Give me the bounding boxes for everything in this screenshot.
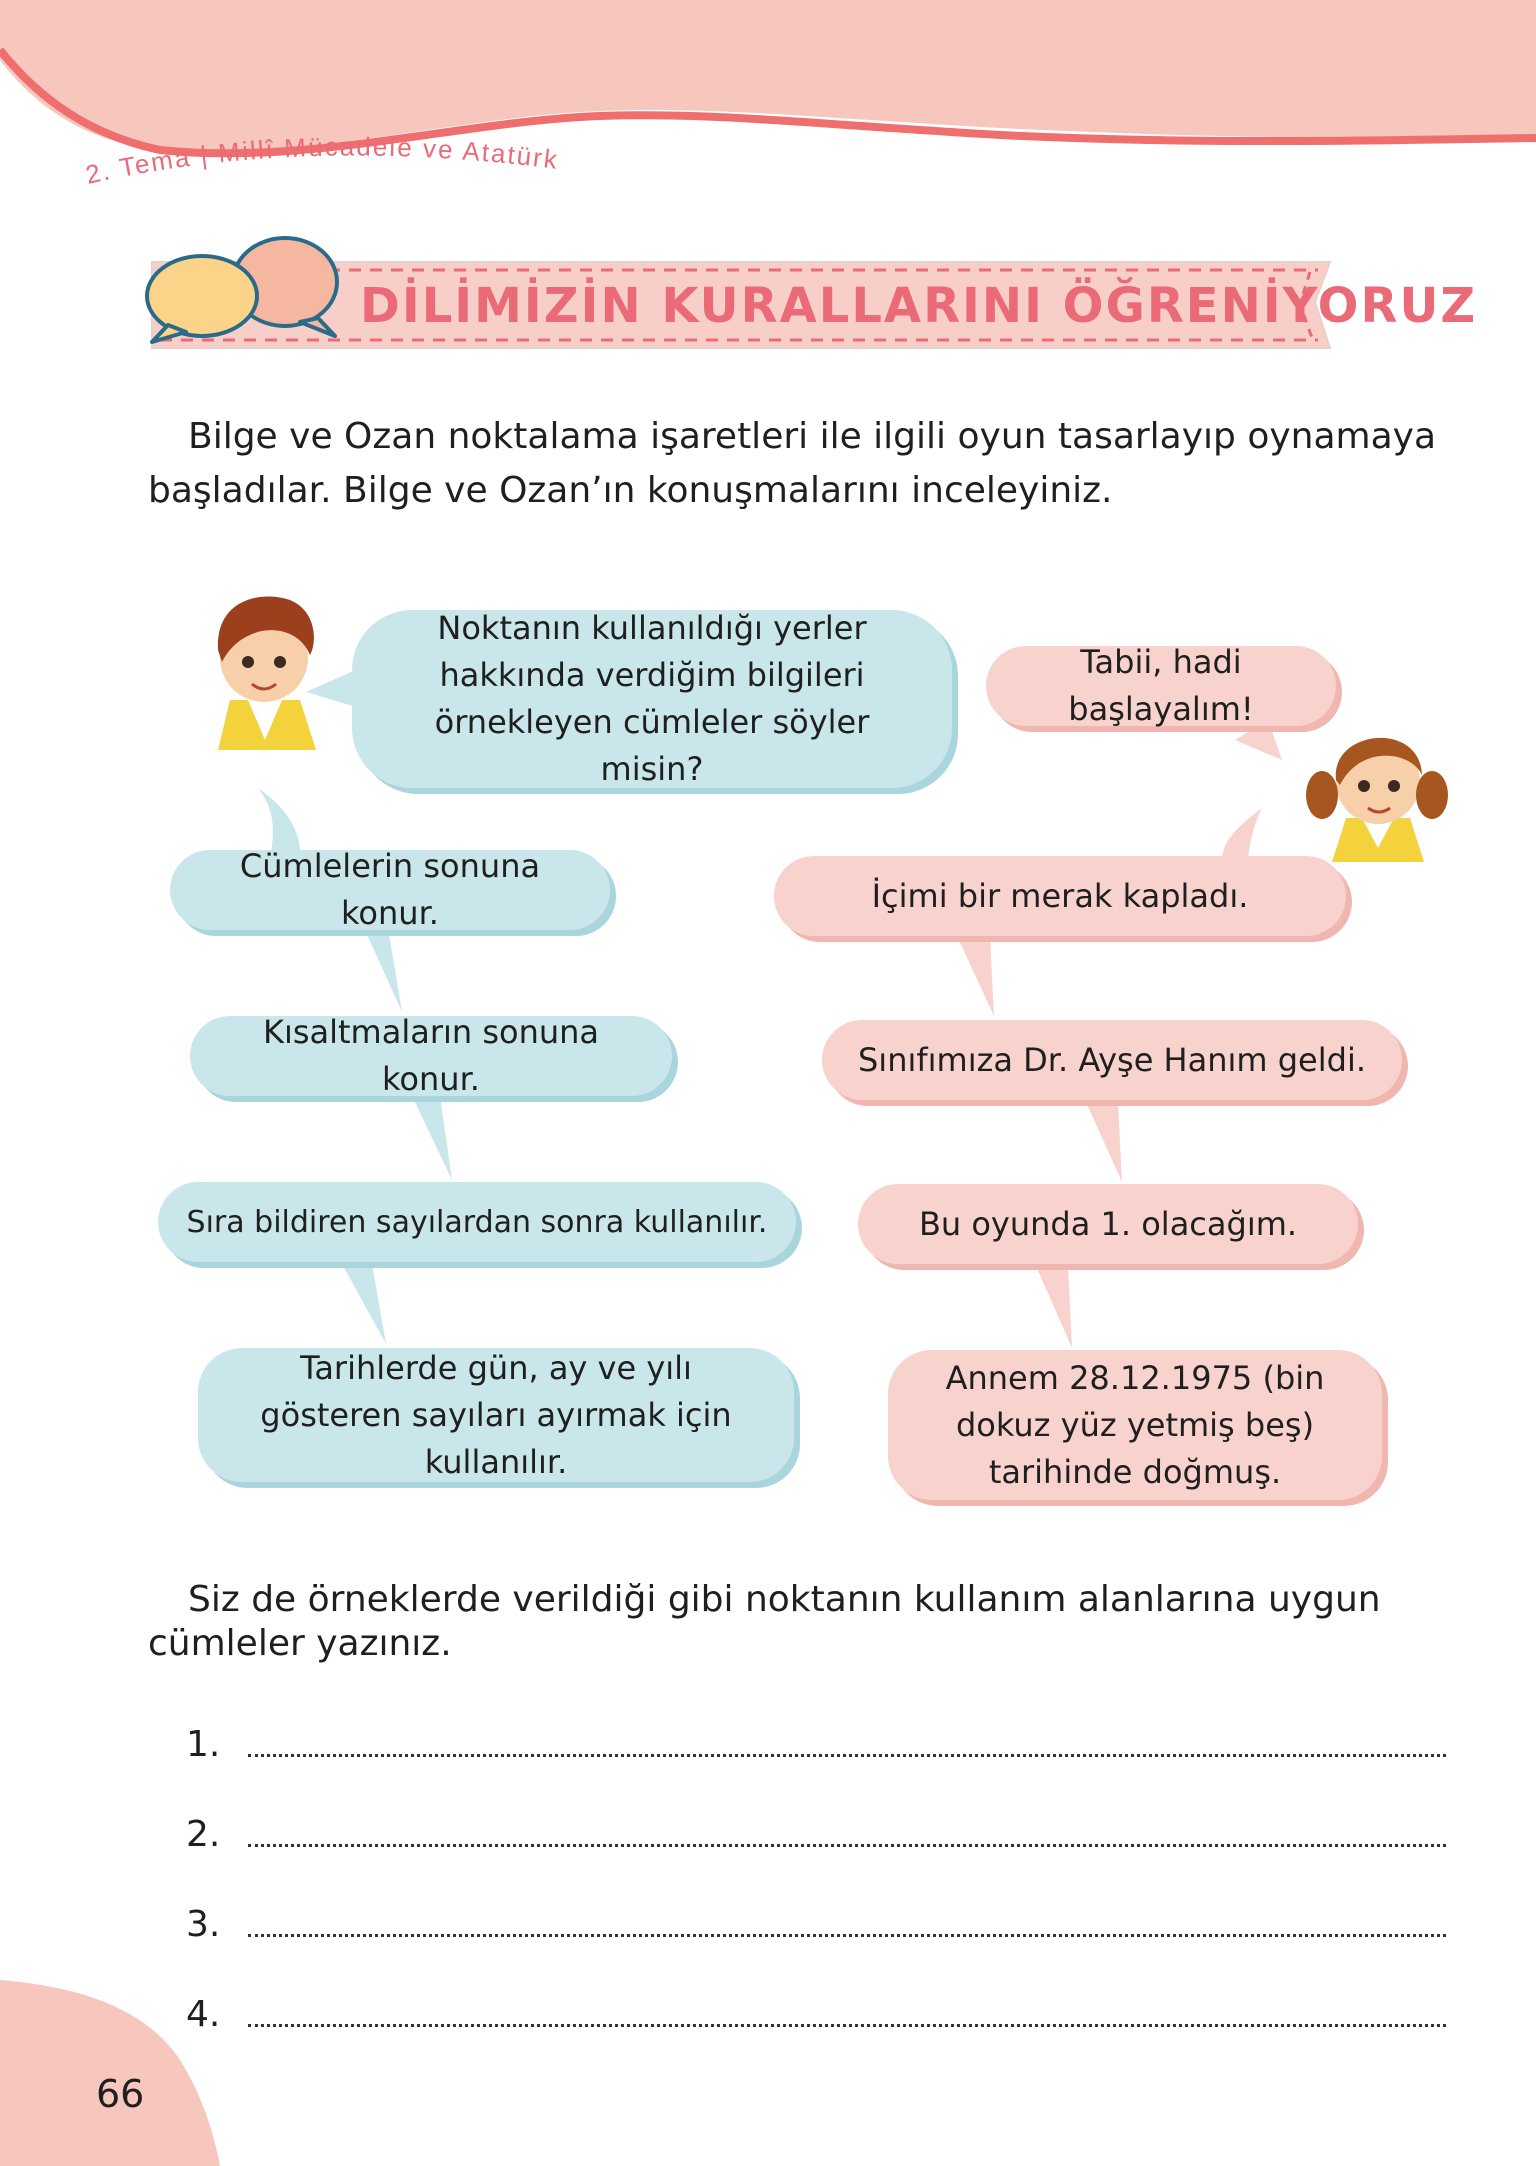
answer-line-4 — [186, 1990, 1446, 2040]
ozan-question-bubble — [352, 610, 952, 788]
ozan-avatar — [218, 597, 316, 750]
connector-blue-4 — [342, 1264, 386, 1344]
answer-line-number: 3. — [186, 1904, 221, 1945]
answer-line-number: 1. — [186, 1724, 221, 1765]
bilge-avatar — [1306, 738, 1448, 862]
section-title: DİLİMİZİN KURALLARINI ÖĞRENİYORUZ — [360, 278, 1478, 334]
task-instruction: Siz de örneklerde verildiği gibi noktanın kullanım alanlarına uygun cümleler yazınız. — [148, 1579, 1381, 1664]
example-bubble-4 — [888, 1350, 1382, 1500]
ozan-question-text: Noktanın kullanıldığı yerler hakkında verdiğim bilgileri örnekleyen cümleler söyler misin? — [434, 609, 870, 788]
rule-text-1: Cümlelerin sonuna konur. — [239, 847, 541, 932]
rule-text-2: Kısaltmaların sonuna konur. — [262, 1013, 600, 1098]
example-text-1: İçimi bir merak kapladı. — [871, 876, 1249, 915]
theme-label — [80, 96, 640, 206]
rule-bubble-2 — [190, 1013, 672, 1098]
intro-paragraph: Bilge ve Ozan noktalama işaretleri ile ilgili oyun tasarlayıp oynamaya başladılar. Bilge ve Ozan’ın konuşmalarını inceleyiniz. — [148, 416, 1437, 511]
bilge-answer-bubble — [986, 643, 1336, 728]
connector-blue-2 — [364, 928, 402, 1012]
rule-text-4: Tarihlerde gün, ay ve yılı gösteren sayıları ayırmak için kullanılır. — [260, 1348, 732, 1481]
svg-text:2. Tema | Millî Mücadele ve At — [83, 131, 561, 189]
rule-bubble-4 — [198, 1348, 794, 1482]
bilge-answer-text: Tabii, hadi başlayalım! — [1068, 643, 1254, 728]
example-bubble-2 — [822, 1020, 1402, 1100]
example-bubble-3 — [858, 1184, 1358, 1264]
answer-input-line[interactable] — [248, 1754, 1446, 1757]
answer-line-number: 2. — [186, 1814, 221, 1855]
answer-line-1 — [186, 1720, 1446, 1770]
connector-pink-3 — [1086, 1102, 1122, 1182]
answer-input-line[interactable] — [248, 2024, 1446, 2027]
rule-bubble-3 — [158, 1182, 796, 1262]
example-text-3: Bu oyunda 1. olacağım. — [918, 1204, 1298, 1243]
answer-input-line[interactable] — [248, 1844, 1446, 1847]
answer-line-2 — [186, 1810, 1446, 1860]
example-bubble-1 — [774, 856, 1346, 936]
answer-line-number: 4. — [186, 1994, 221, 2035]
connector-blue-3 — [412, 1096, 452, 1180]
example-text-2: Sınıfımıza Dr. Ayşe Hanım geldi. — [857, 1040, 1366, 1079]
connector-pink-1 — [1222, 808, 1262, 860]
rule-text-3: Sıra bildiren sayılardan sonra kullanılır. — [186, 1204, 768, 1240]
theme-label-text: 2. Tema | Millî Mücadele ve Atatürk — [82, 131, 561, 190]
answer-input-line[interactable] — [248, 1934, 1446, 1937]
answer-line-3 — [186, 1900, 1446, 1950]
example-text-4: Annem 28.12.1975 (bin dokuz yüz yetmiş beş) tarihinde doğmuş. — [945, 1358, 1325, 1491]
rule-bubble-1 — [170, 847, 610, 932]
connector-pink-2 — [958, 938, 994, 1016]
page-number: 66 — [96, 2072, 145, 2116]
connector-pink-4 — [1036, 1266, 1072, 1348]
